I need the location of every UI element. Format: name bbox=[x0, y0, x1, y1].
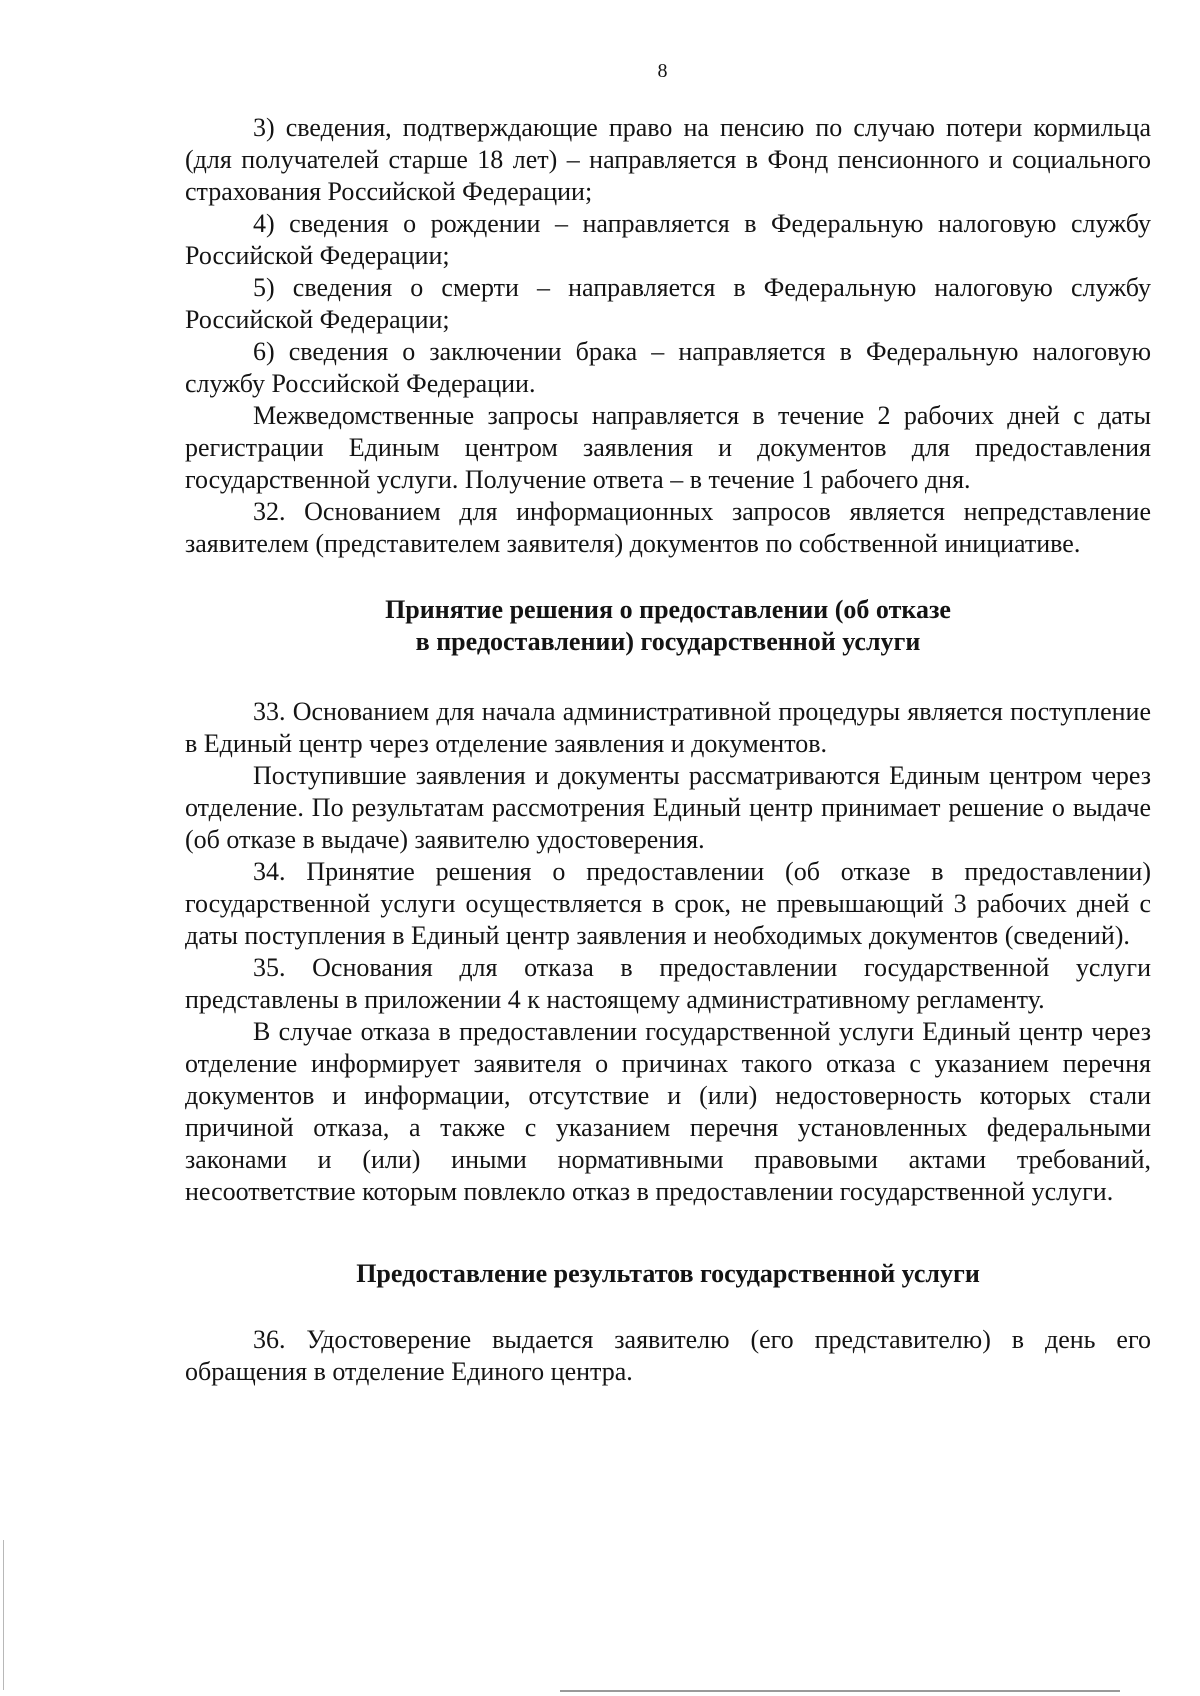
paragraph-death-info: 5) сведения о смерти – направляется в Федеральную налоговую службу Российской Федерации; bbox=[185, 273, 1151, 334]
paragraph-36: 36. Удостоверение выдается заявителю (его представителю) в день его обращения в отделение Единого центра. bbox=[185, 1325, 1151, 1386]
paragraph-34: 34. Принятие решения о предоставлении (об отказе в предоставлении) государственной услуги осуществляется в срок, не превышающий 3 рабочих дней с даты поступления в Единый центр заявления и необходимых документов (сведений). bbox=[185, 857, 1151, 950]
paragraph-refusal: В случае отказа в предоставлении государственной услуги Единый центр через отделение информирует заявителя о причинах такого отказа с указанием перечня документов и информации, отсутствие и (или) недостоверность которых стали причиной отказа, а также с указанием перечня установленных федеральными законами и (или) иными нормативными правовыми актами требований, несоответствие которым повлекло отказ в предоставлении государственной услуги. bbox=[185, 1017, 1151, 1206]
page-content bbox=[185, 112, 1151, 1388]
paragraph-33: 33. Основанием для начала административной процедуры является поступление в Единый центр через отделение заявления и документов. bbox=[185, 697, 1151, 758]
section-heading-results: Предоставление результатов государственной услуги bbox=[356, 1259, 980, 1288]
paragraph-35: 35. Основания для отказа в предоставлении государственной услуги представлены в приложении 4 к настоящему административному регламенту. bbox=[185, 953, 1151, 1014]
paragraph-review: Поступившие заявления и документы рассматриваются Единым центром через отделение. По результатам рассмотрения Единый центр принимает решение о выдаче (об отказе в выдаче) заявителю удостоверения. bbox=[185, 761, 1151, 854]
page-number: 8 bbox=[657, 60, 668, 82]
paragraph-32: 32. Основанием для информационных запросов является непредставление заявителем (представителем заявителя) документов по собственной инициативе. bbox=[185, 497, 1151, 558]
section-heading-decision bbox=[185, 594, 1151, 658]
scan-bottom-line bbox=[560, 1690, 1120, 1692]
scan-edge-line bbox=[3, 1540, 4, 1690]
section-heading-decision-line2: в предоставлении) государственной услуги bbox=[415, 627, 921, 656]
paragraph-pension-info: 3) сведения, подтверждающие право на пенсию по случаю потери кормильца (для получателей старше 18 лет) – направляется в Фонд пенсионного и социального страхования Российской Федерации; bbox=[185, 113, 1151, 206]
paragraph-birth-info: 4) сведения о рождении – направляется в Федеральную налоговую службу Российской Федерации; bbox=[185, 209, 1151, 270]
paragraph-marriage-info: 6) сведения о заключении брака – направляется в Федеральную налоговую службу Российской Федерации. bbox=[185, 337, 1151, 398]
section-heading-decision-line1: Принятие решения о предоставлении (об отказе bbox=[385, 595, 951, 624]
paragraph-interagency-requests: Межведомственные запросы направляется в течение 2 рабочих дней с даты регистрации Единым центром заявления и документов для предоставления государственной услуги. Получение ответа – в течение 1 рабочего дня. bbox=[185, 401, 1151, 494]
